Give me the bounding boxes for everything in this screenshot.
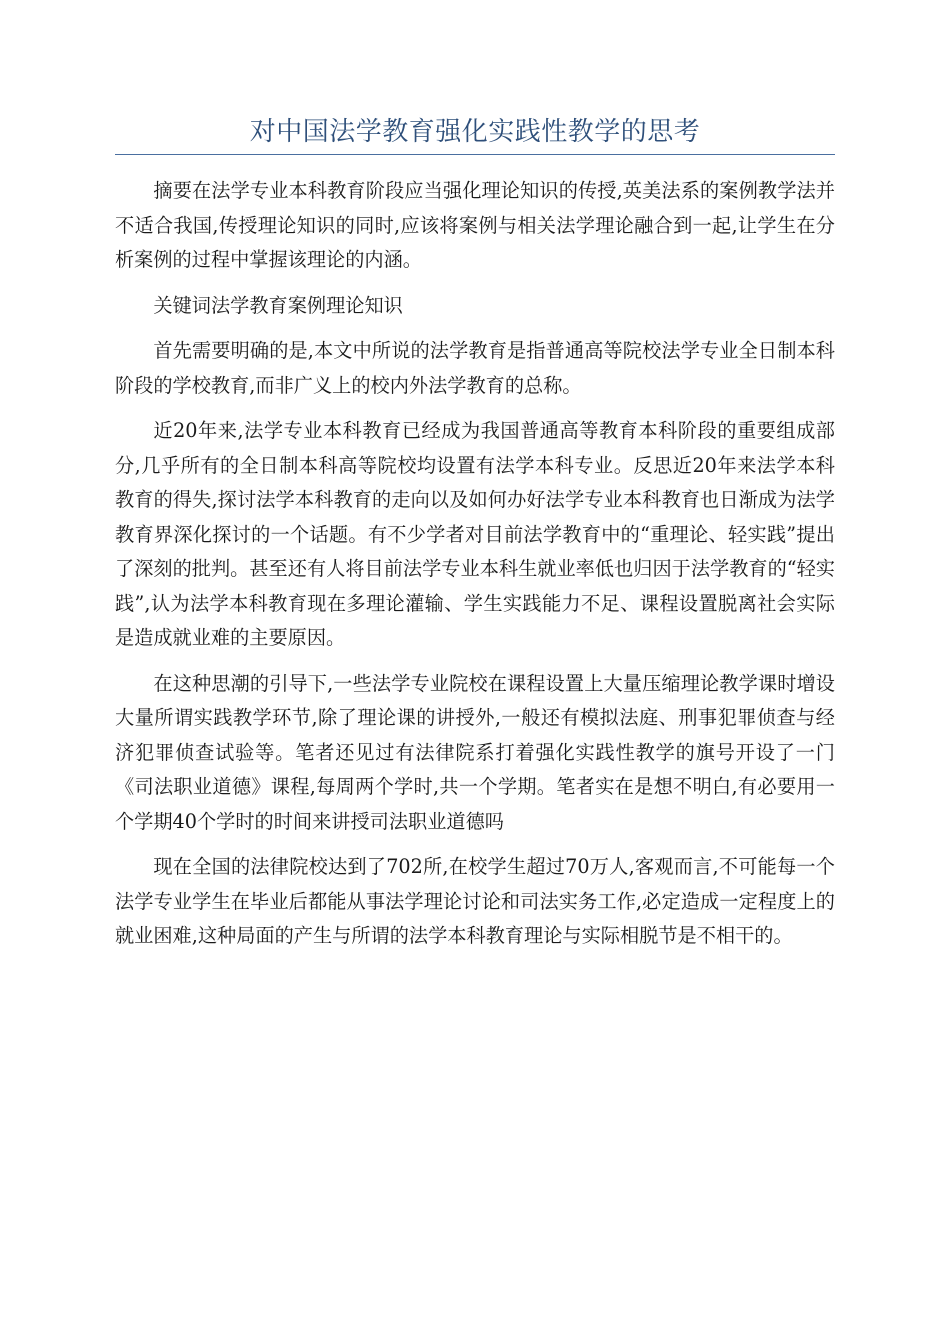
body-paragraph: 在这种思潮的引导下,一些法学专业院校在课程设置上大量压缩理论教学课时增设大量所谓实践教学环节,除了理论课的讲授外,一般还有模拟法庭、刑事犯罪侦查与经济犯罪侦查试验等。笔者还见过有法律院系打着强化实践性教学的旗号开设了一门《司法职业道德》课程,每周两个学时,共一个学期。笔者实在是想不明白,有必要用一个学期40个学时的时间来讲授司法职业道德吗 (115, 671, 835, 833)
body-paragraph: 首先需要明确的是,本文中所说的法学教育是指普通高等院校法学专业全日制本科阶段的学校教育,而非广义上的校内外法学教育的总称。 (115, 339, 835, 397)
document-body (115, 174, 835, 965)
title-underline (115, 154, 835, 155)
body-paragraph: 现在全国的法律院校达到了702所,在校学生超过70万人,客观而言,不可能每一个法学专业学生在毕业后都能从事法学理论讨论和司法实务工作,必定造成一定程度上的就业困难,这种局面的产生与所谓的法学本科教育理论与实际相脱节是不相干的。 (115, 855, 835, 947)
keywords-paragraph: 关键词法学教育案例理论知识 (153, 293, 403, 317)
abstract-paragraph: 摘要在法学专业本科教育阶段应当强化理论知识的传授,英美法系的案例教学法并不适合我国,传授理论知识的同时,应该将案例与相关法学理论融合到一起,让学生在分析案例的过程中掌握该理论的内涵。 (115, 179, 835, 271)
document-title: 对中国法学教育强化实践性教学的思考 (249, 117, 701, 147)
title-block (115, 112, 835, 155)
body-paragraph: 近20年来,法学专业本科教育已经成为我国普通高等教育本科阶段的重要组成部分,几乎所有的全日制本科高等院校均设置有法学本科专业。反思近20年来法学本科教育的得失,探讨法学本科教育的走向以及如何办好法学专业本科教育也日渐成为法学教育界深化探讨的一个话题。有不少学者对目前法学教育中的“重理论、轻实践”提出了深刻的批判。甚至还有人将目前法学专业本科生就业率低也归因于法学教育的“轻实践”,认为法学本科教育现在多理论灌输、学生实践能力不足、课程设置脱离社会实际是造成就业难的主要原因。 (115, 419, 835, 649)
